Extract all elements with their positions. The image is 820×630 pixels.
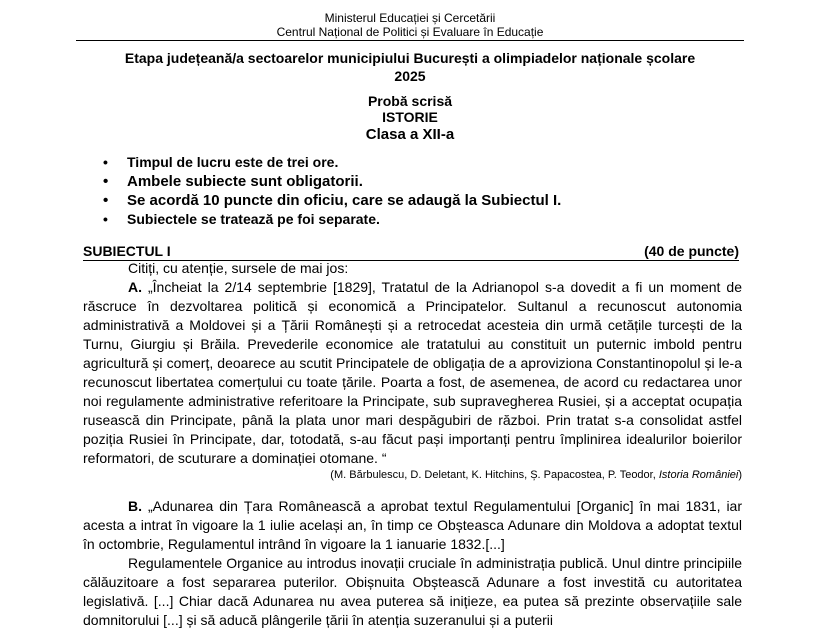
citation-title: Istoria României (658, 469, 739, 481)
citation-end: ) (738, 469, 742, 481)
exam-subtitle (80, 93, 740, 144)
source-b-text: „Adunarea din Țara Românească a aprobat textul Regulamentului [Organic] în mai 1831, iar acesta a intrat în vigoare la 1 iulie același an, în timp ce Obșteasca Adunare din Moldova a adoptat textul în octombrie, Regulamentul intrând în vigoare la 1 ianuarie 1832.[...] (83, 498, 743, 552)
source-a-citation (83, 468, 742, 483)
instructions-list (103, 153, 561, 229)
instruction-item: • Se acordă 10 puncte din oficiu, care se adaugă la Subiectul I. (103, 191, 561, 210)
instruction-item: • Timpul de lucru este de trei ore. (103, 153, 561, 172)
citation-authors: (M. Bărbulescu, D. Deletant, K. Hitchins, Ș. Papacostea, P. Teodor, (330, 469, 659, 481)
exam-title-line1: Etapa județeană/a sectoarelor municipiului București a olimpiadelor naționale școlare (124, 50, 696, 66)
exam-type: Probă scrisă (367, 93, 453, 109)
source-b-label: B. (128, 498, 142, 514)
source-a (83, 278, 742, 468)
source-a-label: A. (128, 279, 142, 295)
ministry-header (0, 0, 820, 39)
center-name: Centrul Național de Politici și Evaluare în Educație (276, 25, 544, 39)
instruction-item: • Ambele subiecte sunt obligatorii. (103, 172, 561, 191)
exam-title-year: 2025 (394, 68, 426, 84)
section-points: (40 de puncte) (644, 243, 739, 259)
exam-class: Clasa a XII-a (365, 126, 455, 143)
header-divider (76, 40, 744, 41)
ministry-name: Ministerul Educației și Cercetării (324, 11, 496, 25)
exam-title (80, 49, 740, 85)
source-b-paragraph-2: Regulamentele Organice au introdus inovații cruciale în administrația publică. Unul dintre principiile călăuzitoare a fost separarea puterilor. Obișnuita Obștească Adunare a fost investită cu autoritatea legislativă. [...] Chiar dacă Adunarea nu avea puterea să inițieze, ea putea să prezinte observațiile sale domnitorului [...] și să aducă plângerile țării în atenția suzeranului și a puterii (83, 555, 742, 628)
source-a-text: „Încheiat la 2/14 septembrie [1829], Tratatul de la Adrianopol s-a dovedit a fi un moment de răscruce în dezvoltarea politică și economică a Principatelor. Sultanul a recunoscut autonomia administrativă a Moldovei și a Țării Românești și a retrocedat acesteia din urmă cetățile turcești de la Turnu, Giurgiu și Brăila. Prevederile economice ale tratatului au constituit un puternic imbold pentru agricultură și comerț, deoarece au scutit Principatele de obligația de a aproviziona Constantinopolul și le-a recunoscut libertatea comerțului cu toate țările. Poarta a fost, de asemenea, de acord cu redactarea unor noi regulamente administrative referitoare la Principate, sub supravegherea Rusiei, și a acceptat ocupația rusească din Principate, până la plata unor mari despăgubiri de război. Prin tratat s-a consolidat astfel poziția Rusiei în Principate, dar, totodată, s-au făcut pași importanți pentru împlinirea idealurilor boierilor reformatori, de scuturare a dominației otomane. “ (83, 279, 742, 466)
exam-subject: ISTORIE (382, 109, 438, 125)
source-b (83, 497, 742, 554)
instruction-item: • Subiectele se tratează pe foi separate. (103, 210, 561, 229)
section-name: SUBIECTUL I (83, 243, 171, 259)
section-body (83, 259, 742, 630)
section-intro: Citiți, cu atenție, sursele de mai jos: (128, 260, 349, 276)
